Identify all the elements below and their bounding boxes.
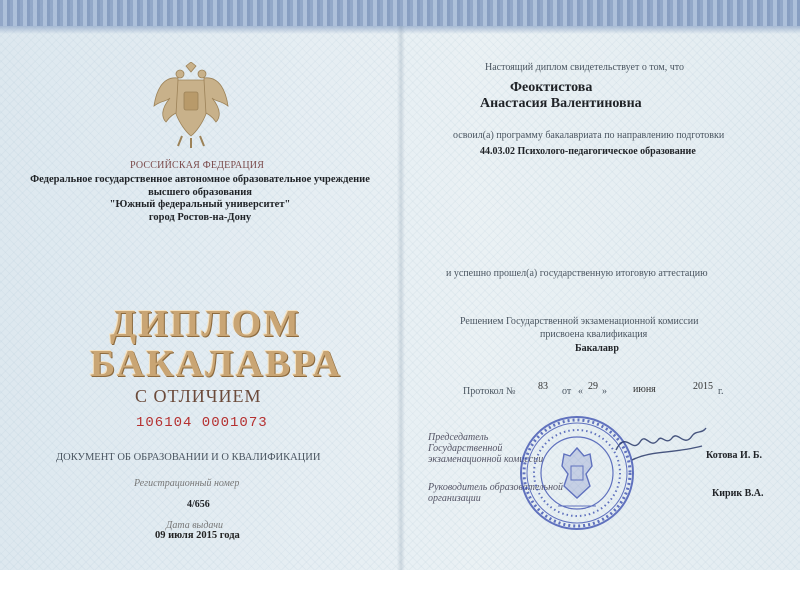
organization-head-name: Кирик В.А. [712, 488, 764, 499]
qualification-value: Бакалавр [575, 343, 619, 354]
program-name: 44.03.02 Психолого-педагогическое образование [480, 146, 696, 157]
protocol-month: июня [633, 384, 656, 395]
country-label: РОССИЙСКАЯ ФЕДЕРАЦИЯ [130, 160, 265, 171]
org-line-2: высшего образования [148, 186, 252, 198]
organization-name [20, 174, 380, 224]
registration-label: Регистрационный номер [134, 478, 240, 489]
issue-date-value: 09 июля 2015 года [155, 530, 240, 541]
program-intro-text: освоил(а) программу бакалавриата по направлению подготовки [453, 130, 725, 141]
org-line-3: "Южный федеральный университет" [109, 199, 291, 210]
protocol-date-label: от [562, 386, 572, 397]
quote-open: « [578, 386, 583, 397]
page-fold [397, 26, 405, 570]
commission-chair-label: Председатель Государственной экзаменационной комиссии [428, 432, 544, 465]
document-type: ДОКУМЕНТ ОБ ОБРАЗОВАНИИ И О КВАЛИФИКАЦИИ [56, 452, 321, 463]
diploma-title-line-1: ДИПЛОМ [110, 303, 301, 345]
graduate-given-names: Анастасия Валентиновна [480, 96, 642, 111]
commission-text-line-2: присвоена квалификация [540, 329, 648, 340]
serial-number: 106104 0001073 [136, 415, 268, 431]
organization-head-label: Руководитель образовательной организации [428, 482, 564, 504]
chair-signature-icon [612, 420, 712, 468]
year-suffix: г. [718, 386, 724, 397]
attestation-text: и успешно прошел(а) государственную итоговую аттестацию [446, 268, 708, 279]
certification-text: Настоящий диплом свидетельствует о том, что [485, 62, 684, 73]
commission-text-line-1: Решением Государственной экзаменационной комиссии [460, 316, 699, 327]
protocol-year: 2015 [693, 381, 713, 392]
diploma-title-line-2: БАКАЛАВРА [90, 343, 342, 385]
graduate-surname: Феоктистова [510, 80, 593, 95]
protocol-label: Протокол № [463, 386, 516, 397]
honors-label: С ОТЛИЧИЕМ [135, 386, 262, 406]
russian-double-headed-eagle-icon [152, 62, 230, 148]
registration-number: 4/656 [187, 499, 210, 510]
quote-close: » [602, 386, 607, 397]
protocol-number: 83 [538, 381, 548, 392]
decorative-top-band [0, 0, 800, 26]
org-line-4: город Ростов-на-Дону [148, 211, 252, 223]
commission-chair-name: Котова И. Б. [706, 450, 762, 461]
protocol-day: 29 [588, 381, 598, 392]
org-line-1: Федеральное государственное автономное образовательное учреждение [30, 174, 370, 185]
issue-date-label: Дата выдачи [166, 520, 224, 531]
